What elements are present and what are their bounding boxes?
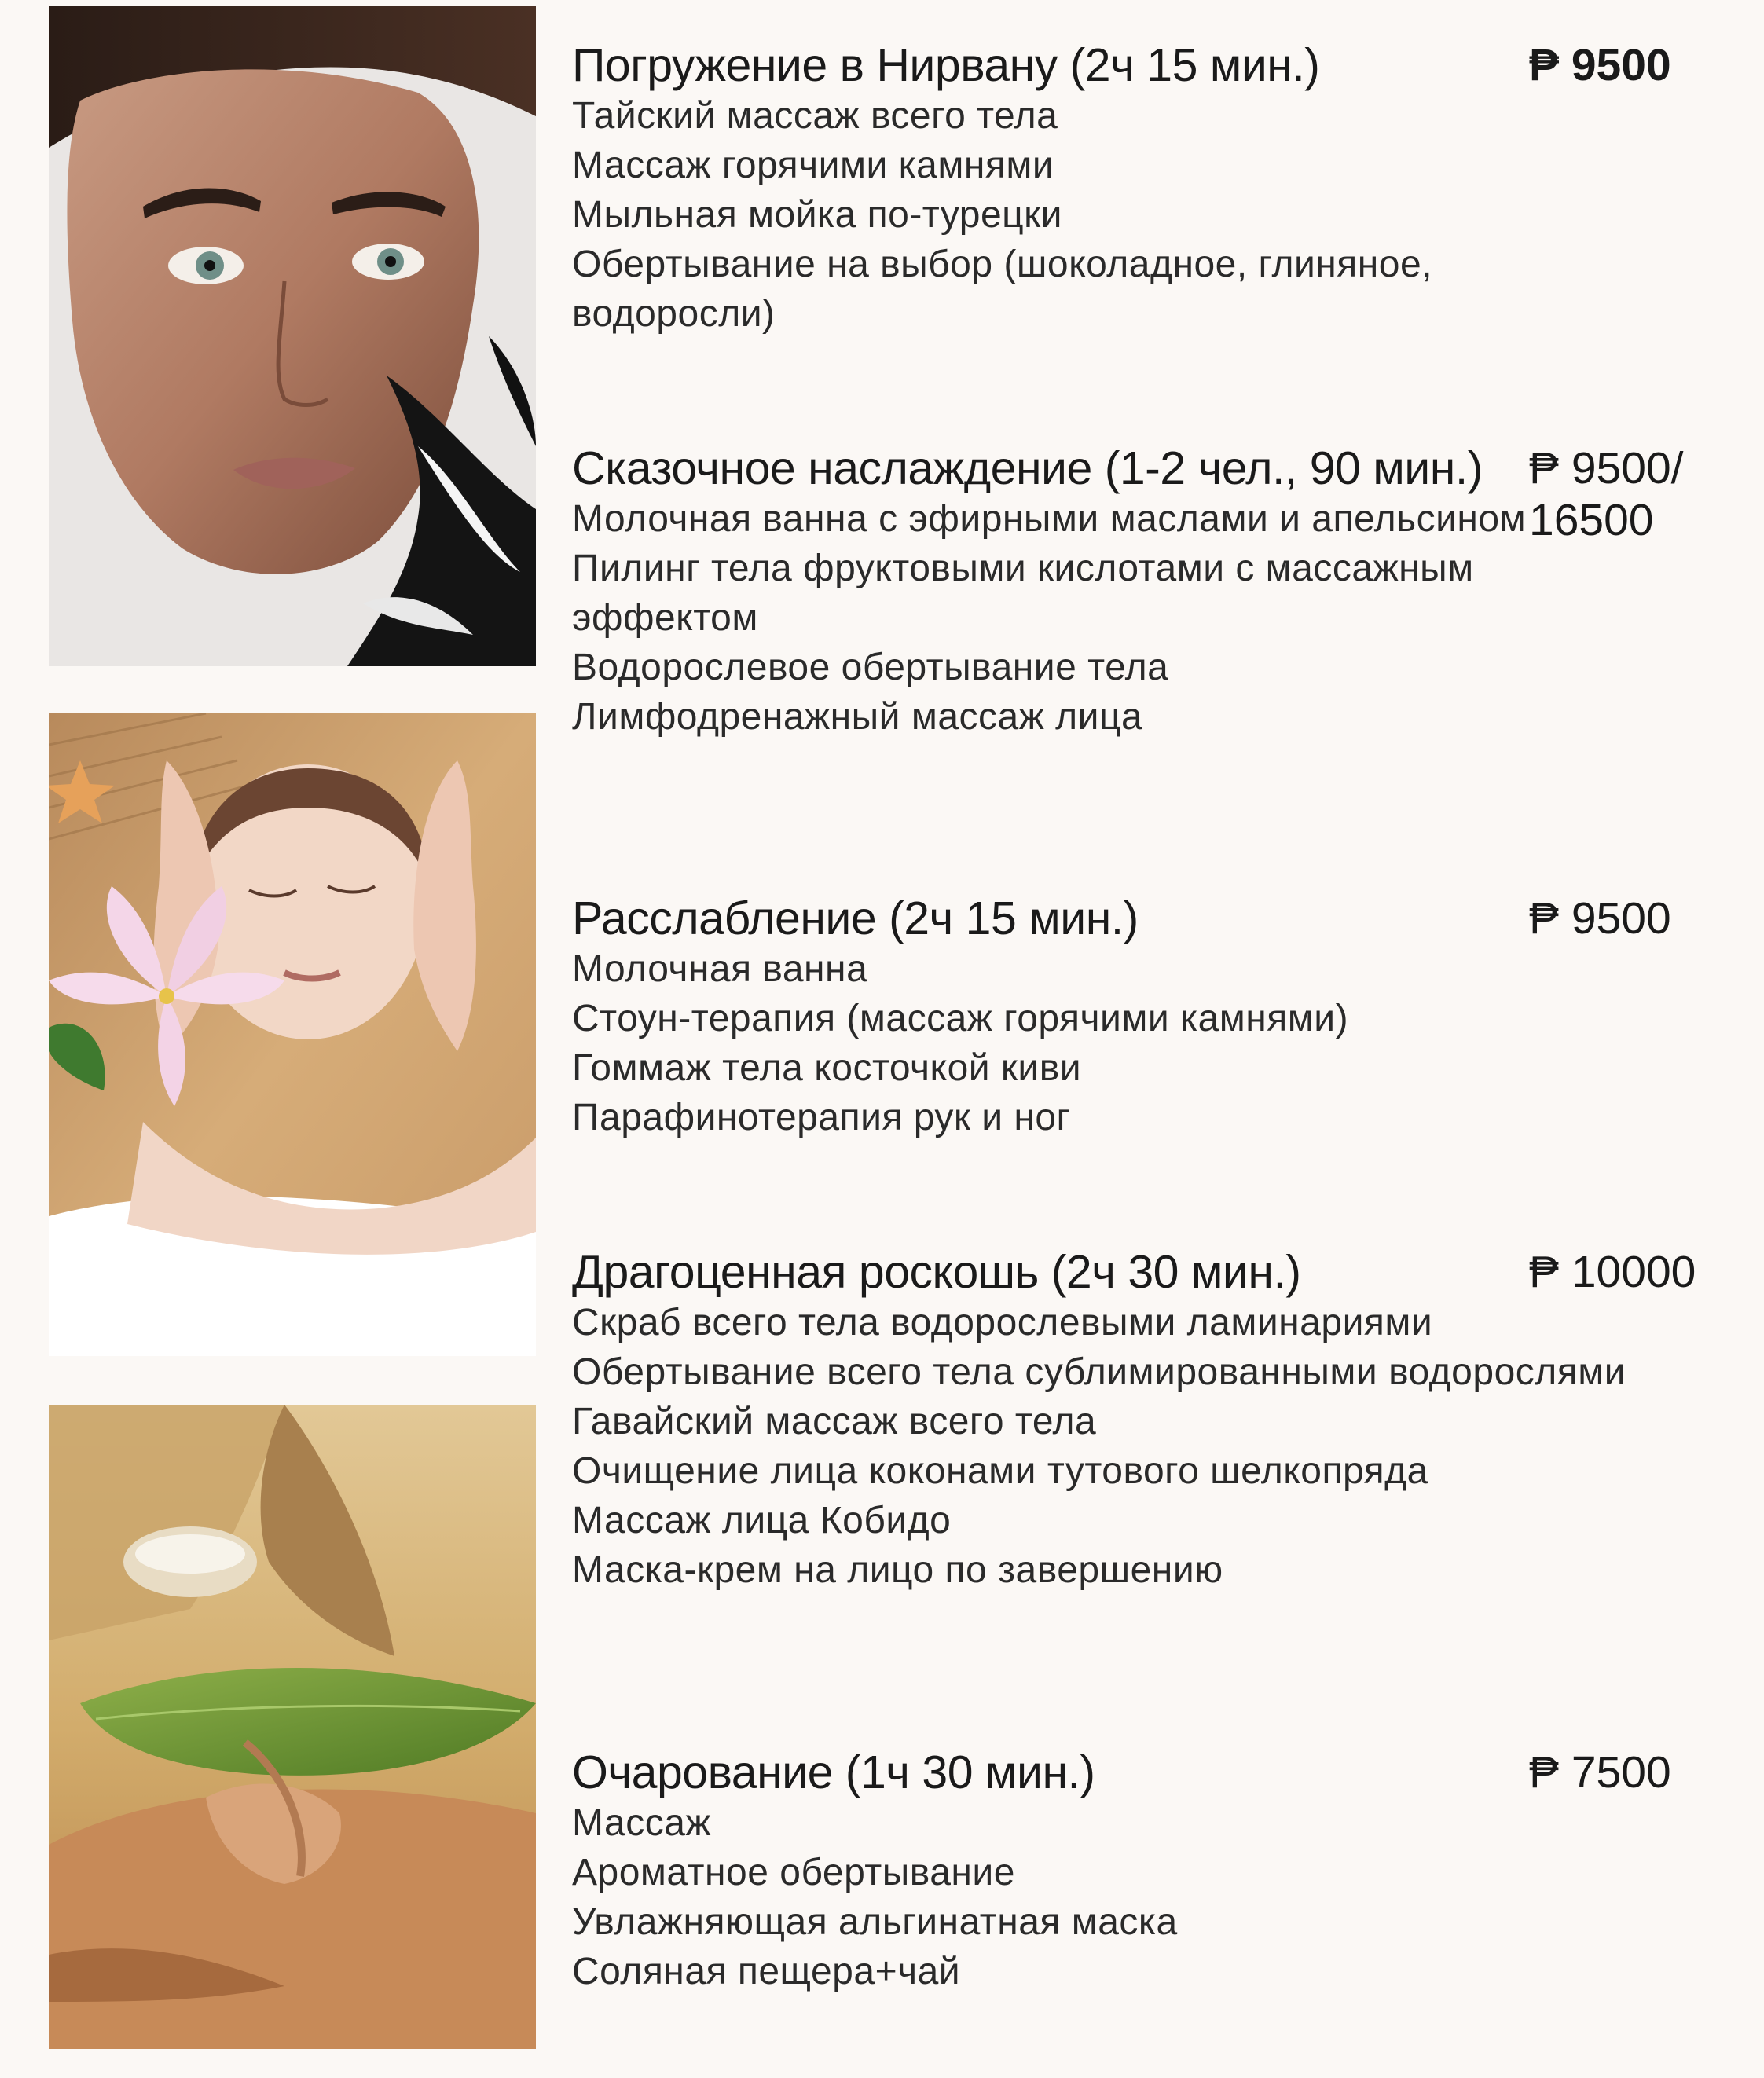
package-items (572, 494, 1554, 742)
list-item: Парафинотерапия рук и ног (572, 1097, 1071, 1138)
list-item: Массаж (572, 1802, 712, 1844)
package-precious-luxury (572, 1246, 1735, 1595)
package-fairytale (572, 442, 1735, 742)
list-item: Соляная пещера+чай (572, 1951, 961, 1992)
list-item: Тайский массаж всего тела (572, 95, 1058, 137)
face-water-photo (49, 6, 536, 666)
list-item: Ароматное обертывание (572, 1852, 1015, 1893)
list-item: Маска-крем на лицо по завершению (572, 1549, 1223, 1591)
list-item: Обертывание всего тела сублимированными водорослями (572, 1351, 1626, 1393)
facial-massage-photo (49, 713, 536, 1356)
list-item: Очищение лица коконами тутового шелкопряда (572, 1450, 1428, 1492)
list-item: Стоун-терапия (массаж горячими камнями) (572, 998, 1349, 1039)
list-item: Молочная ванна с эфирными маслами и апельсином (572, 498, 1527, 540)
package-price: ₱ 9500 (1529, 893, 1671, 944)
list-item: Молочная ванна (572, 948, 868, 990)
list-item: Массаж горячими камнями (572, 145, 1054, 186)
package-relaxation (572, 892, 1735, 1142)
list-item: Обертывание на выбор (шоколадное, глиняное, водоросли) (572, 244, 1433, 335)
list-item: Пилинг тела фруктовыми кислотами с массажным эффектом (572, 548, 1474, 639)
package-items (572, 944, 1735, 1142)
package-items (572, 1298, 1735, 1595)
package-title: Очарование (1ч 30 мин.) (572, 1746, 1095, 1798)
package-items (572, 1798, 1735, 1996)
list-item: Увлажняющая альгинатная маска (572, 1901, 1178, 1943)
package-charm (572, 1746, 1735, 1996)
package-price: ₱ 10000 (1529, 1247, 1696, 1297)
package-price: ₱ 9500 (1529, 40, 1671, 90)
list-item: Лимфодренажный массаж лица (572, 696, 1143, 738)
package-title: Погружение в Нирвану (2ч 15 мин.) (572, 39, 1320, 91)
package-price: ₱ 7500 (1529, 1747, 1671, 1798)
list-item: Скраб всего тела водорослевыми ламинариями (572, 1302, 1433, 1343)
package-title: Драгоценная роскошь (2ч 30 мин.) (572, 1246, 1301, 1298)
package-title: Расслабление (2ч 15 мин.) (572, 892, 1139, 944)
list-item: Гавайский массаж всего тела (572, 1401, 1097, 1442)
package-title: Сказочное наслаждение (1-2 чел., 90 мин.) (572, 442, 1483, 494)
list-item: Мыльная мойка по-турецки (572, 194, 1062, 236)
list-item: Водорослевое обертывание тела (572, 647, 1169, 688)
package-nirvana (572, 39, 1735, 339)
body-massage-photo (49, 1405, 536, 2049)
list-item: Гоммаж тела косточкой киви (572, 1047, 1082, 1089)
package-price: ₱ 9500/ 16500 (1529, 443, 1684, 545)
list-item: Массаж лица Кобидо (572, 1500, 952, 1541)
package-items (572, 91, 1515, 339)
